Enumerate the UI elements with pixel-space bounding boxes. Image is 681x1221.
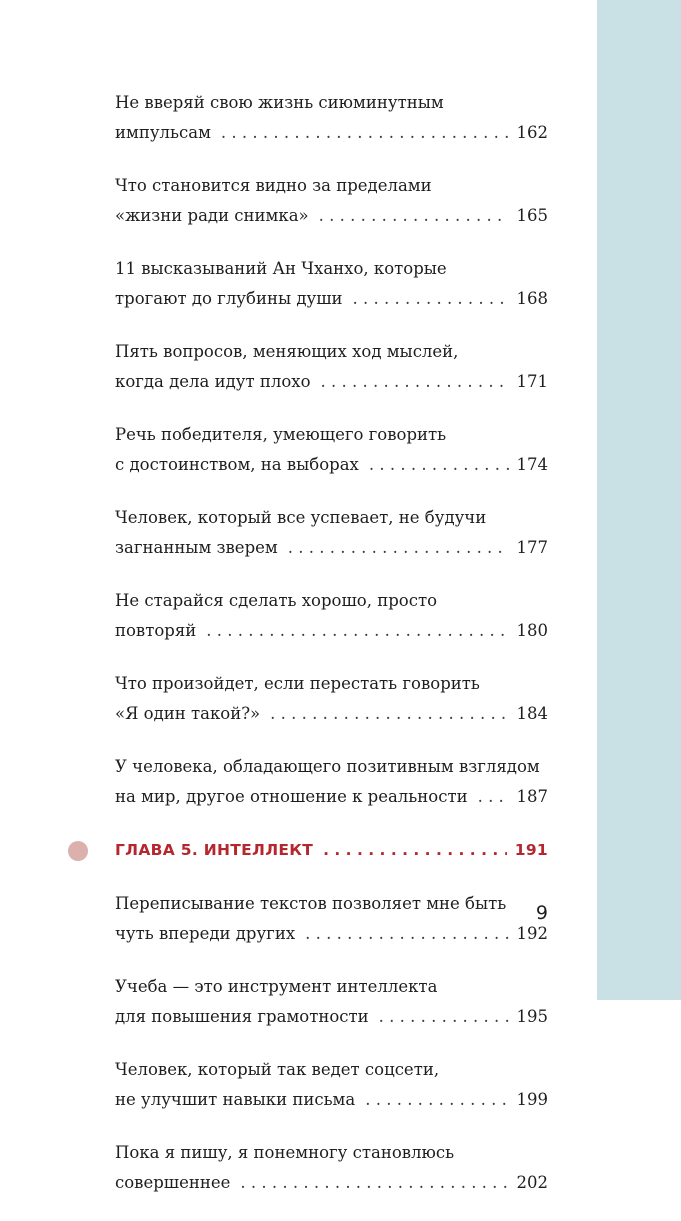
toc-entry-last-line (115, 284, 548, 314)
toc-entry[interactable] (115, 1055, 548, 1115)
toc-entry-page-number: 162 (516, 123, 548, 142)
dot-leader (206, 616, 508, 646)
toc-section-before (115, 88, 548, 812)
toc-entry-title-line1: Переписывание текстов позволяет мне быть (115, 894, 507, 913)
toc-entry-page-number: 180 (516, 621, 548, 640)
toc-entry-title-line1: Пока я пишу, я понемногу становлюсь (115, 1143, 455, 1162)
toc-entry-page-number: 192 (516, 924, 548, 943)
dot-leader (288, 533, 509, 563)
toc-entry-last-line (115, 533, 548, 563)
chapter-title: ГЛАВА 5. ИНТЕЛЛЕКТ (115, 841, 314, 859)
toc-entry-last-line (115, 118, 548, 148)
toc-entry-page-number: 168 (516, 289, 548, 308)
toc-entry-last-line (115, 201, 548, 231)
toc-entry-page-number: 177 (516, 538, 548, 557)
toc-entry-title-line2: на мир, другое отношение к реальности (115, 787, 468, 806)
dot-leader (240, 1168, 508, 1198)
toc-entry[interactable] (115, 889, 548, 949)
dot-leader (305, 919, 508, 949)
toc-entry-last-line (115, 699, 548, 729)
chapter-page-number: 191 (514, 841, 548, 859)
toc-entry-page-number: 195 (516, 1007, 548, 1026)
toc-entry-last-line (115, 782, 548, 812)
dot-leader (353, 284, 509, 314)
toc-entry-page-number: 199 (516, 1090, 548, 1109)
toc-entry-title-line1: Что становится видно за пределами (115, 176, 432, 195)
toc-entry-last-line (115, 1002, 548, 1032)
toc-entry[interactable] (115, 171, 548, 231)
toc-entry[interactable] (115, 586, 548, 646)
toc-entry[interactable] (115, 420, 548, 480)
toc-entry-title-line1: Речь победителя, умеющего говорить (115, 425, 447, 444)
toc-entry[interactable] (115, 337, 548, 397)
side-color-band (597, 0, 681, 1000)
dot-leader (270, 699, 508, 729)
toc-entry[interactable] (115, 669, 548, 729)
toc-entry-last-line (115, 616, 548, 646)
toc-entry-title-line1: Человек, который все успевает, не будучи (115, 508, 487, 527)
toc-entry-last-line (115, 1168, 548, 1198)
toc-entry-page-number: 174 (516, 455, 548, 474)
toc-entry-title-line2: трогают до глубины души (115, 289, 343, 308)
dot-leader (379, 1002, 509, 1032)
toc-entry-title-line2: с достоинством, на выборах (115, 455, 359, 474)
toc-entry[interactable] (115, 88, 548, 148)
chapter-marker-dot (68, 841, 88, 861)
toc-entry-title-line2: «жизни ради снимка» (115, 206, 309, 225)
toc-entry-title-line2: повторяй (115, 621, 197, 640)
dot-leader (221, 118, 509, 148)
toc-entry-title-line1: Не вверяй свою жизнь сиюминутным (115, 93, 444, 112)
toc-entry-last-line (115, 919, 548, 949)
toc-entry-page-number: 171 (516, 372, 548, 391)
dot-leader (321, 367, 509, 397)
toc-entry-title-line2: когда дела идут плохо (115, 372, 311, 391)
toc-entry[interactable] (115, 972, 548, 1032)
dot-leader (365, 1085, 508, 1115)
table-of-contents (115, 88, 548, 1221)
toc-entry-title-line1: 11 высказываний Ан Чханхо, которые (115, 259, 447, 278)
toc-section-after (115, 889, 548, 1198)
toc-entry[interactable] (115, 752, 548, 812)
toc-entry-page-number: 202 (516, 1173, 548, 1192)
toc-entry-title-line1: У человека, обладающего позитивным взглядом (115, 757, 540, 776)
toc-entry-title-line1: Учеба — это инструмент интеллекта (115, 977, 438, 996)
toc-entry-title-line2: для повышения грамотности (115, 1007, 369, 1026)
chapter-heading[interactable] (115, 835, 548, 865)
toc-entry-page-number: 187 (516, 787, 548, 806)
toc-entry-title-line2: не улучшит навыки письма (115, 1090, 356, 1109)
toc-entry-title-line1: Не старайся сделать хорошо, просто (115, 591, 438, 610)
page-number: 9 (535, 902, 548, 924)
toc-entry-title-line2: «Я один такой?» (115, 704, 261, 723)
toc-entry-title-line1: Пять вопросов, меняющих ход мыслей, (115, 342, 459, 361)
toc-entry-page-number: 165 (516, 206, 548, 225)
toc-entry[interactable] (115, 1138, 548, 1198)
toc-entry[interactable] (115, 503, 548, 563)
toc-entry-last-line (115, 1085, 548, 1115)
toc-entry[interactable] (115, 254, 548, 314)
dot-leader (369, 450, 509, 480)
toc-entry-title-line2: импульсам (115, 123, 211, 142)
toc-entry-last-line (115, 367, 548, 397)
toc-entry-title-line1: Человек, который так ведет соцсети, (115, 1060, 440, 1079)
dot-leader (478, 782, 509, 812)
toc-entry-last-line (115, 450, 548, 480)
toc-entry-title-line1: Что произойдет, если перестать говорить (115, 674, 480, 693)
toc-entry-title-line2: чуть впереди других (115, 924, 296, 943)
dot-leader (319, 201, 509, 231)
toc-entry-title-line2: совершеннее (115, 1173, 231, 1192)
toc-entry-page-number: 184 (516, 704, 548, 723)
toc-entry-title-line2: загнанным зверем (115, 538, 278, 557)
dot-leader (323, 835, 507, 865)
